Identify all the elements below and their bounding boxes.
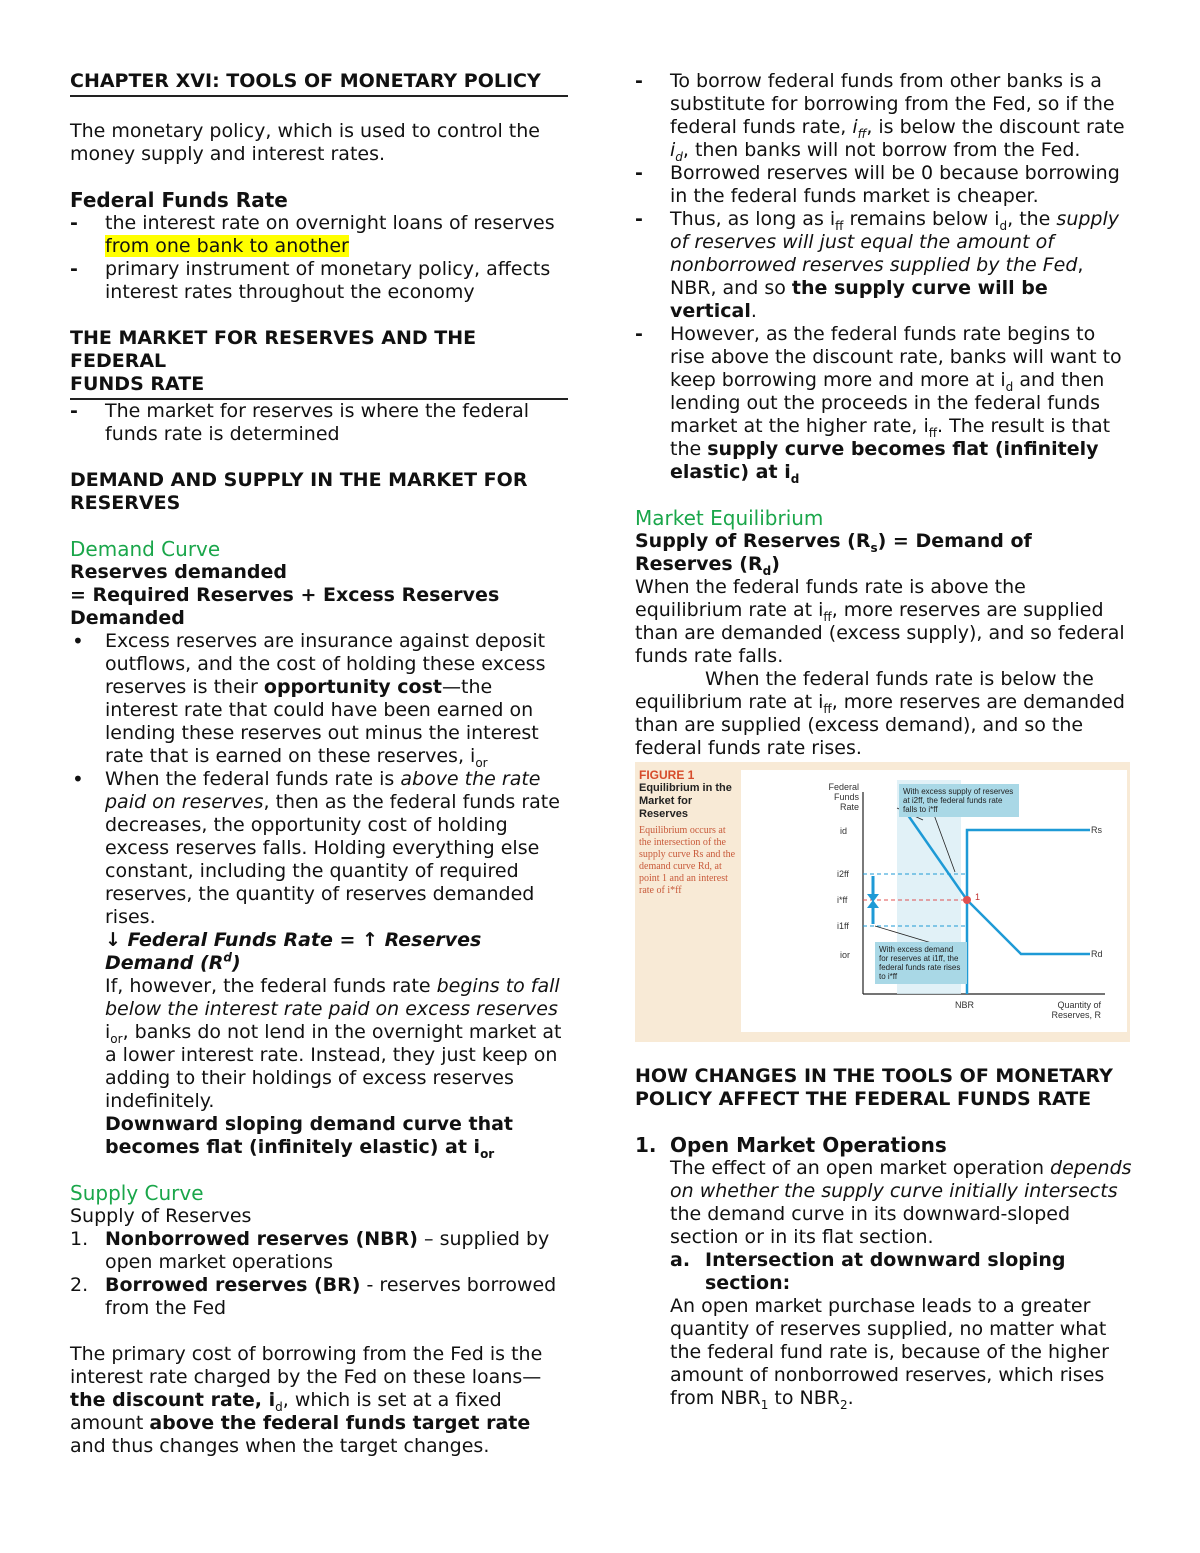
if-however-paragraph: If, however, the federal funds rate begins to fall below the interest rate paid on excess reserves $i_{or}$, banks do not lend in the overnight market at a lower interest rate. Instead, they just keep on adding to their holdings of excess reserves indefinitely. — [105, 975, 562, 1112]
demand-curve-heading: Demand Curve — [70, 537, 221, 561]
omo-heading: 1. Open Market Operations — [635, 1133, 947, 1157]
right-item-substitute: - To borrow federal funds from other banks is a substitute for borrowing from the Fed, so if the federal funds rate, $i_{ff}$, is below the discount rate $i_d$, then banks will not borrow from the Fed. — [635, 70, 1132, 162]
rs-label: Rs — [1091, 825, 1102, 835]
how-changes-heading: HOW CHANGES IN THE TOOLS OF MONETARY POLICY AFFECT THE FEDERAL FUNDS RATE — [635, 1065, 1113, 1110]
callout-excess-demand: With excess demand for reserves at i1ff, the federal funds rate rises to i*ff — [875, 942, 967, 984]
supply-item-nbr: 1. Nonborrowed reserves (NBR) – supplied by open market operations — [70, 1228, 550, 1273]
chapter-title: CHAPTER XVI: TOOLS OF MONETARY POLICY — [70, 70, 568, 97]
right-item-flat: - However, as the federal funds rate begins to rise above the discount rate, banks will want to keep borrowing more and more at $i_d$ and then lending out the proceeds in the federal funds market at the higher rate, $i_{ff}$. The result is that the supply curve becomes flat (infinitely elastic) at $i_d$ — [635, 323, 1132, 484]
ds-heading: DEMAND AND SUPPLY IN THE MARKET FOR RESERVES — [70, 469, 528, 514]
highlighted-text: from one bank to another — [105, 235, 349, 257]
nbr-label: NBR — [955, 1000, 975, 1010]
x-axis-label: Quantity of Reserves, R — [1051, 1000, 1101, 1020]
arrow-relationship: ↓ Federal Funds Rate = ↑ Reserves Demand $(R^d)$ — [105, 929, 482, 974]
discount-rate-paragraph: The primary cost of borrowing from the Fed is the interest rate charged by the Fed on these loans—the discount rate, $i_d$, which is set at a fixed amount above the federal funds target rate and thus changes when the target changes. — [70, 1343, 543, 1457]
ffr-heading: Federal Funds Rate — [70, 188, 288, 212]
point-label: 1 — [975, 892, 981, 902]
market-item: - The market for reserves is where the federal funds rate is determined — [70, 400, 568, 446]
reserves-demanded: Reserves demanded — [70, 561, 287, 583]
sub-a-heading: a. Intersection at downward sloping section: — [670, 1249, 1066, 1294]
reserves-equation: = Required Reserves + Excess Reserves Demanded — [70, 584, 500, 629]
supply-curve — [967, 830, 1090, 994]
equilibrium-point — [963, 896, 971, 904]
right-column — [635, 70, 1132, 1410]
rd-label: Rd — [1091, 949, 1103, 959]
id-label: id — [840, 826, 848, 836]
right-item-vertical: - Thus, as long as $i_{ff}$ remains below $i_d$, the supply of reserves will just equal the amount of nonborrowed reserves supplied by the Fed, NBR, and so the supply curve will be vertical. — [635, 208, 1132, 323]
figure-title: Equilibrium in the Market for Reserves — [639, 782, 732, 820]
supply-curve-heading: Supply Curve — [70, 1181, 204, 1205]
market-heading: THE MARKET FOR RESERVES AND THE FEDERAL FUNDS RATE — [70, 327, 568, 400]
bullet-above-rate: • When the federal funds rate is above the rate paid on reserves, then as the federal funds rate decreases, the opportunity cost of holding excess reserves falls. Holding everything else constant, including the quantity of required reserves, the quantity of reserves demanded rises. — [70, 768, 568, 929]
intro-paragraph: The monetary policy, which is used to control the money supply and interest rates. — [70, 120, 540, 165]
left-column — [70, 70, 568, 1458]
downward-sloping-summary: Downward sloping demand curve that becomes flat (infinitely elastic) at $i_{or}$ — [105, 1113, 513, 1161]
figure-caption: Equilibrium occurs at the intersection of the supply curve Rs and the demand curve Rd, at point 1 and an interest rate of i*ff — [639, 825, 736, 896]
sub-a-paragraph: An open market purchase leads to a greater quantity of reserves supplied, no matter what the federal fund rate is, because of the higher amount of nonborrowed reserves, which rises from $NBR_1$ to $NBR_2$. — [670, 1295, 1109, 1412]
istar-label: i*ff — [837, 895, 848, 905]
supply-item-br: 2. Borrowed reserves (BR) - reserves borrowed from the Fed — [70, 1274, 557, 1319]
supply-of-reserves: Supply of Reserves — [70, 1205, 252, 1227]
omo-paragraph: The effect of an open market operation depends on whether the supply curve initially intersects the demand curve in its downward-sloped section or in its flat section. — [670, 1157, 1132, 1248]
ior-label: ior — [840, 950, 851, 960]
market-equilibrium-heading: Market Equilibrium — [635, 506, 824, 530]
callout-excess-supply: With excess supply of reserves at i2ff, the federal funds rate falls to i*ff — [899, 784, 1019, 817]
i2-label: i2ff — [837, 869, 849, 879]
figure-equilibrium — [635, 762, 1130, 1042]
equilibrium-paragraph-2: When the federal funds rate is below the equilibrium rate at $i_{ff}$, more reserves are demanded than are supplied (excess demand), and so the federal funds rate rises. — [635, 668, 1125, 759]
equilibrium-paragraph-1: When the federal funds rate is above the equilibrium rate at $i_{ff}$, more reserves are supplied than are demanded (excess supply), and so federal funds rate falls. — [635, 576, 1125, 667]
y-axis-label: Federal Funds Rate — [828, 782, 859, 812]
equilibrium-equation: Supply of Reserves $(R_s)$ = Demand of Reserves $(R_d)$ — [635, 530, 1032, 578]
bullet-opportunity-cost: • Excess reserves are insurance against deposit outflows, and the cost of holding these excess reserves is their opportunity cost—the interest rate that could have been earned on lending these reserves out minus the interest rate that is earned on these reserves, $i_{or}$ — [70, 630, 568, 768]
figure-label: FIGURE 1 — [639, 768, 695, 782]
ffr-item-2: - primary instrument of monetary policy, affects interest rates throughout the economy — [70, 258, 568, 304]
ffr-item-1: - the interest rate on overnight loans of reserves from one bank to another — [70, 212, 568, 258]
i1-label: i1ff — [837, 921, 849, 931]
right-item-borrowed-zero: - Borrowed reserves will be 0 because borrowing in the federal funds market is cheaper. — [635, 162, 1132, 208]
